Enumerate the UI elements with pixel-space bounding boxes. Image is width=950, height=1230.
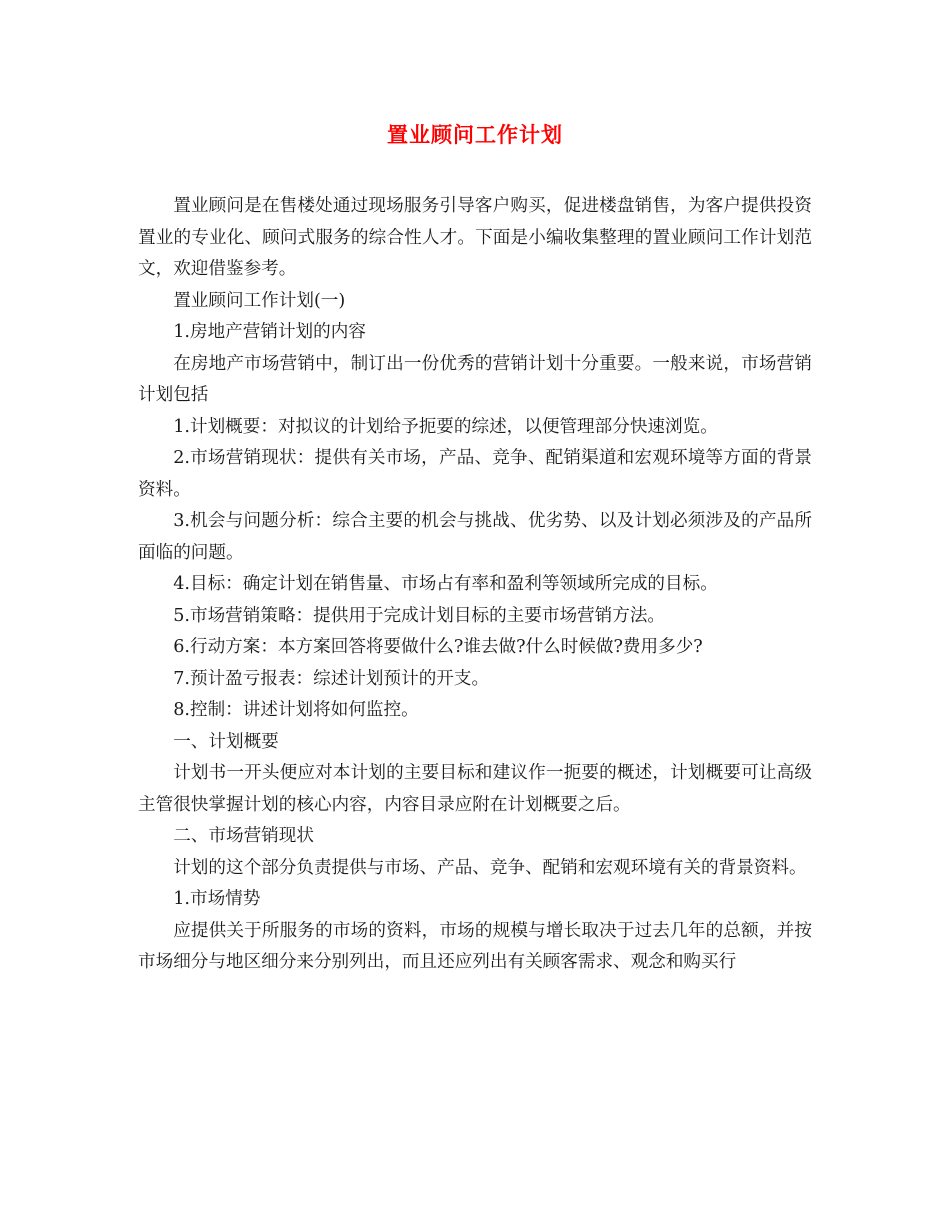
list-item: 6.行动方案：本方案回答将要做什么?谁去做?什么时候做?费用多少? <box>173 637 703 657</box>
list-item: 8.控制：讲述计划将如何监控。 <box>173 700 419 720</box>
paragraph-subheading: 一、计划概要 <box>173 731 279 752</box>
paragraph-subheading: 1.市场情势 <box>173 889 261 909</box>
paragraph-subheading: 二、市场营销现状 <box>173 826 314 846</box>
paragraph: 应提供关于所服务的市场的资料，市场的规模与增长取决于过去几年的总额，并按市场细分与地区细分来分别列出，而且还应列出有关顾客需求、观念和购买行 <box>138 920 812 972</box>
list-item: 3.机会与问题分析：综合主要的机会与挑战、优劣势、以及计划必须涉及的产品所面临的问题。 <box>138 511 812 563</box>
list-item: 4.目标：确定计划在销售量、市场占有率和盈利等领域所完成的目标。 <box>173 574 718 594</box>
paragraph-section-heading: 置业顾问工作计划(一) <box>173 290 346 311</box>
document-body <box>138 191 812 979</box>
document-title: 置业顾问工作计划 <box>387 123 563 147</box>
paragraph: 计划书一开头便应对本计划的主要目标和建议作一扼要的概述，计划概要可让高级主管很快掌握计划的核心内容，内容目录应附在计划概要之后。 <box>138 763 812 815</box>
paragraph-intro: 置业顾问是在售楼处通过现场服务引导客户购买，促进楼盘销售，为客户提供投资置业的专业化、顾问式服务的综合性人才。下面是小编收集整理的置业顾问工作计划范文，欢迎借鉴参考。 <box>138 196 812 279</box>
list-item: 1.计划概要：对拟议的计划给予扼要的综述，以便管理部分快速浏览。 <box>173 416 718 437</box>
list-item: 2.市场营销现状：提供有关市场，产品、竞争、配销渠道和宏观环境等方面的背景资料。 <box>138 448 812 500</box>
list-item: 7.预计盈亏报表：综述计划预计的开支。 <box>173 668 490 689</box>
paragraph: 计划的这个部分负责提供与市场、产品、竞争、配销和宏观环境有关的背景资料。 <box>173 857 807 878</box>
paragraph-subheading: 1.房地产营销计划的内容 <box>173 322 366 342</box>
paragraph: 在房地产市场营销中，制订出一份优秀的营销计划十分重要。一般来说，市场营销计划包括 <box>138 353 812 405</box>
list-item: 5.市场营销策略：提供用于完成计划目标的主要市场营销方法。 <box>173 605 666 626</box>
